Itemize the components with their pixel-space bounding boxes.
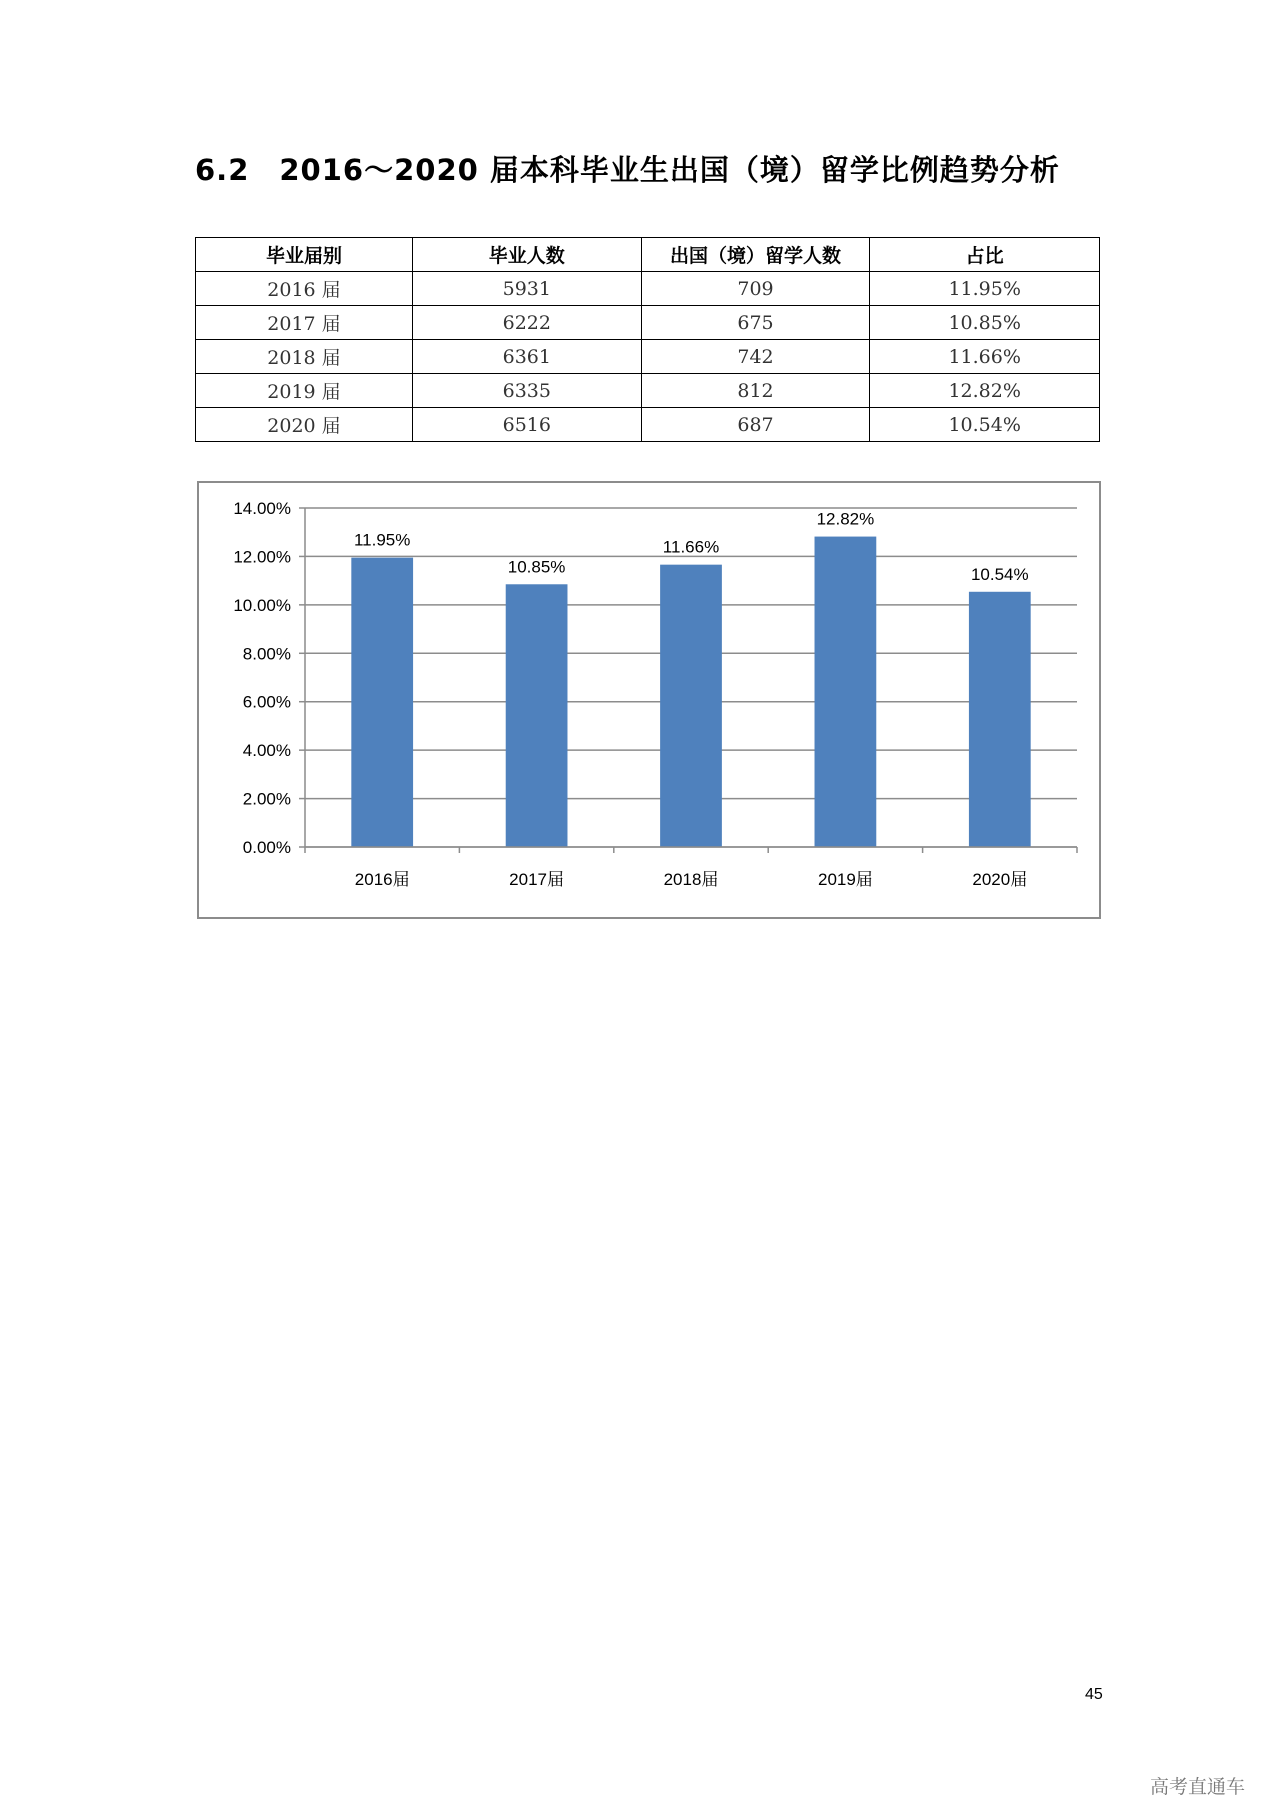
table-header-row bbox=[196, 238, 1100, 272]
data-label: 10.85% bbox=[507, 557, 566, 577]
cell-ratio: 11.95% bbox=[870, 272, 1100, 306]
y-tick-label: 6.00% bbox=[242, 692, 291, 712]
cell-ratio: 10.54% bbox=[870, 408, 1100, 442]
y-tick-label: 2.00% bbox=[242, 789, 291, 809]
cell-abroad: 812 bbox=[641, 374, 870, 408]
header-abroad: 出国（境）留学人数 bbox=[641, 238, 870, 272]
section-title bbox=[195, 148, 1060, 189]
data-label: 11.66% bbox=[662, 537, 720, 557]
header-graduates: 毕业人数 bbox=[412, 238, 641, 272]
cell-graduates: 6222 bbox=[412, 306, 641, 340]
cell-cohort: 2017 届 bbox=[196, 306, 413, 340]
ratio-bar-chart bbox=[197, 481, 1101, 919]
cell-ratio: 12.82% bbox=[870, 374, 1100, 408]
x-tick-label: 2020届 bbox=[972, 870, 1028, 889]
section-number: 6.2 bbox=[195, 153, 250, 187]
x-tick-label: 2017届 bbox=[509, 870, 565, 889]
table-row bbox=[196, 408, 1100, 442]
page-number: 45 bbox=[1085, 1686, 1103, 1703]
cell-abroad: 687 bbox=[641, 408, 870, 442]
table-row bbox=[196, 340, 1100, 374]
y-tick-label: 0.00% bbox=[242, 838, 291, 857]
cell-abroad: 742 bbox=[641, 340, 870, 374]
cell-graduates: 6516 bbox=[412, 408, 641, 442]
cell-cohort: 2018 届 bbox=[196, 340, 413, 374]
y-tick-label: 10.00% bbox=[233, 595, 291, 615]
x-tick-label: 2019届 bbox=[817, 870, 873, 889]
data-label: 12.82% bbox=[816, 509, 875, 529]
study-abroad-table bbox=[195, 237, 1100, 442]
bar bbox=[506, 584, 568, 847]
cell-graduates: 5931 bbox=[412, 272, 641, 306]
cell-cohort: 2016 届 bbox=[196, 272, 413, 306]
cell-ratio: 11.66% bbox=[870, 340, 1100, 374]
data-label: 11.95% bbox=[353, 530, 411, 550]
chart-canvas bbox=[199, 483, 1099, 917]
watermark: 高考直通车 bbox=[1150, 1776, 1246, 1798]
bar bbox=[815, 537, 877, 847]
y-tick-label: 4.00% bbox=[242, 741, 291, 761]
y-tick-label: 14.00% bbox=[233, 499, 291, 518]
y-tick-label: 12.00% bbox=[233, 547, 291, 567]
x-tick-label: 2018届 bbox=[663, 870, 719, 889]
cell-ratio: 10.85% bbox=[870, 306, 1100, 340]
cell-graduates: 6335 bbox=[412, 374, 641, 408]
cell-cohort: 2019 届 bbox=[196, 374, 413, 408]
cell-abroad: 675 bbox=[641, 306, 870, 340]
table-row bbox=[196, 272, 1100, 306]
table-row bbox=[196, 306, 1100, 340]
bar bbox=[351, 558, 413, 847]
header-ratio: 占比 bbox=[870, 238, 1100, 272]
cell-cohort: 2020 届 bbox=[196, 408, 413, 442]
data-label: 10.54% bbox=[970, 564, 1029, 584]
y-tick-label: 8.00% bbox=[242, 644, 291, 664]
header-cohort: 毕业届别 bbox=[196, 238, 413, 272]
table-row bbox=[196, 374, 1100, 408]
cell-abroad: 709 bbox=[641, 272, 870, 306]
bar bbox=[969, 592, 1031, 847]
bar bbox=[660, 565, 722, 847]
x-tick-label: 2016届 bbox=[354, 870, 410, 889]
section-title-text: 2016～2020 届本科毕业生出国（境）留学比例趋势分析 bbox=[279, 153, 1060, 187]
cell-graduates: 6361 bbox=[412, 340, 641, 374]
